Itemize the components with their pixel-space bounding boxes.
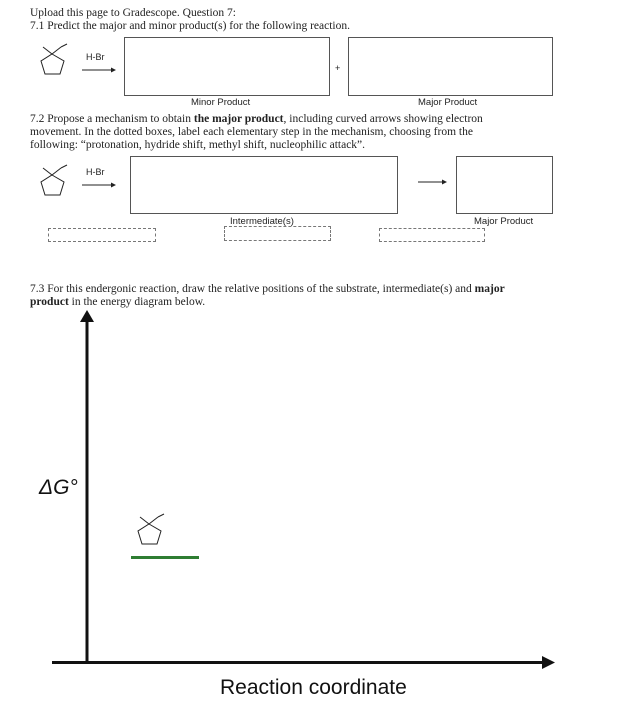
energy-diagram-y-axis [80,310,96,666]
question-7-2-line-3: following: “protonation, hydride shift, methyl shift, nucleophilic attack”. [30,139,366,151]
x-axis-label: Reaction coordinate [220,676,407,699]
step-label-box-1[interactable] [48,228,156,242]
intermediate-box[interactable] [130,156,398,214]
major-product-label: Major Product [418,97,478,108]
major-product-box-7-2[interactable] [456,156,553,214]
minor-product-label: Minor Product [191,97,251,108]
reaction-arrow-to-major [418,178,448,186]
energy-diagram-x-axis [52,655,556,671]
reaction-arrow-7-1 [82,66,116,74]
question-7-3-line-1: 7.3 For this endergonic reaction, draw the relative positions of the substrate, intermediate(s) and major [30,283,505,295]
intermediate-label: Intermediate(s) [230,216,294,227]
methylenecyclopentane-molecule-7-2 [34,163,78,199]
methylenecyclopentane-molecule-7-1 [34,42,78,78]
plus-sign: + [335,63,341,73]
major-product-label-7-2: Major Product [474,216,534,227]
substrate-molecule [130,512,174,548]
substrate-energy-level [131,556,199,559]
reagent-hbr-7-2: H-Br [86,167,105,177]
reagent-hbr-7-1: H-Br [86,52,105,62]
major-product-box[interactable] [348,37,553,96]
y-axis-label: ΔG° [39,476,78,499]
question-7-2-line-1: 7.2 Propose a mechanism to obtain the major product, including curved arrows showing electron [30,113,483,125]
minor-product-box[interactable] [124,37,330,96]
question-7-2-line-2: movement. In the dotted boxes, label each elementary step in the mechanism, choosing from the [30,126,473,138]
header-line-1: Upload this page to Gradescope. Question 7: [30,7,236,19]
step-label-box-2[interactable] [224,226,331,241]
reaction-arrow-7-2 [82,181,116,189]
question-7-1-prompt: 7.1 Predict the major and minor product(s) for the following reaction. [30,20,350,32]
question-7-3-line-2: product in the energy diagram below. [30,296,206,308]
step-label-box-3[interactable] [379,228,485,242]
